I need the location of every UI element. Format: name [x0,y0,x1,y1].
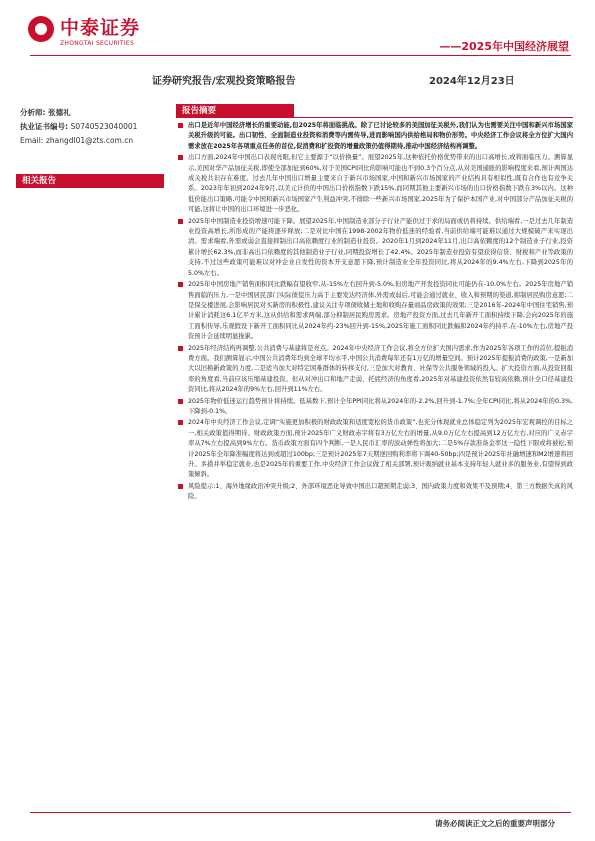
analyst-info [20,106,170,148]
logo-text-cn: 中泰证券 [60,17,141,39]
footer-disclaimer: 请务必阅读正文之后的重要声明部分 [435,819,555,828]
bullet-icon [178,155,183,160]
abstract-body [176,121,573,504]
analyst-email[interactable]: zhangdl01@zts.com.cn [45,136,134,145]
bullet-icon [178,484,183,489]
analyst-name-row [20,106,170,120]
abstract-paragraph: 2025年物价低迷运行趋势预计将持续。低基数下,预计全年PPI同比将从2024年的-2.2%,回升到-1.7%;全年CPI同比,将从2024年的0.3%,下降到-0.1%。 [176,397,573,418]
abstract-paragraph: 出口是近年中国经济增长的重要动能,但2025年将面临挑战。除了已讨论较多的美国加征关税外,我们认为也需要关注中国和新兴市场国家关税升级的可能。出口韧性、全面制造业投资和消费等内需传导,进而影响国内供给格局和物价形势。中央经济工作会议将全方位扩大国内需求放在2025年各项重点任务的首位,促消费和扩投资的增量政策仍值得期待,推动中国经济结构再调整。 [176,121,573,152]
analyst-name-label: 分析师: [20,108,46,117]
report-series-title: ——2025年中国经济展望 [439,40,569,53]
abstract-paragraph: 出口方面,2024年中国出口表现亮眼,但它主要源于“以价换量”。展望2025年,这种依托价格优势带来的出口高增长,或将面临压力。测算显示,美国对华产品加征关税,即使全部加征到60%,对于美国CPI同比的影响可能也不到0.3个百分点,从对美国通胀的影响程度来看,预计两国达成关税共识存在难度。过去几年中国出口增量主要来自于新兴市场国家,中国和新兴市场国家的产业结构具有相似性,既有合作也有竞争关系。2023年年初到2024年9月,以美元计价的中国出口价格指数下跌15%,而同期其他主要新兴市场的出口价格指数下跌在3%以内。这种低价能出口策略,可能令中国和新兴市场国家产生利益冲突,不排除一些新兴市场国家,2025年为了保护本国产业,对中国部分产品加征关税的可能,这将让中国的出口环境进一步恶化。 [176,153,573,215]
report-type: 证券研究报告/宏观投资策略报告 [152,76,296,87]
page-header [0,0,595,60]
bullet-icon [178,282,183,287]
analyst-email-row [20,134,170,148]
header-divider [30,55,571,56]
risk-warning: 风险提示:1、海外地缘政治冲突升级;2、外部环境恶化导致中国出口超预期走弱;3、国内政策力度和效果不及预期;4、第三方数据失真的风险。 [176,482,573,503]
abstract-paragraph: 2024年中央经济工作会议,定调“实施更加积极的财政政策和适度宽松的货币政策”,也充分体现就业总体稳定列为2025年宏观调控的目标之一,相关政策值得期待。财政政策方面,预计2025年广义财政赤字将有3万亿左右的增量,从9.0万亿左右提高到12万亿左右,对应的广义赤字率从7%左右提高到9%左右。货币政策方面有四个判断,一是人民币汇率的波动弹性将加大;二是5%存款准备金率这一隐性下限或将被松,预计2025年全年降准幅度将达到或超过100bp;三是预计2025年7天期逆回购利率将下调40-50bp;四是预计2025年社融增速和M2增速将回升。多措并举稳定就业,也是2025年的重要工作,中央经济工作会议做了相关部署,预计吸纳就业基本支持年轻人就业多的服务业,有望得到政策倾斜。 [176,418,573,480]
bullet-icon [178,346,183,351]
company-logo [28,16,178,56]
bullet-icon [178,399,183,404]
bullet-icon [178,219,183,224]
abstract-divider [176,117,573,118]
analyst-email-label: Email: [20,136,44,145]
logo-mark-icon [28,16,54,42]
bullet-icon [178,123,183,128]
related-reports-heading: 相关报告 [16,174,164,188]
analyst-cert-label: 执业证书编号: [20,122,68,131]
analyst-name: 张德礼 [48,108,71,117]
footer-divider [30,812,571,813]
abstract-paragraph: 2025年中国房地产销售面积同比跌幅有望收窄,从-15%左右回升到-5.0%,但房地产开发投资同比可能仍在-10.0%左右。2025年房地产销售面临的压力,一是中国居民部门实际债偿压力高于主要发达经济体,外需或弱后,可能会通过就业、收入和预期的渠道,抑制居民购房意愿;二是保交楼进展,会影响居民对买新房的积极性,建议关注专项债收储土地和收购存量商品房政策的效果;三是2016年-2024年中国住宅销售,预计累计消耗这6.1亿平方米,这从供给和需求两端,部分抑制居民购房需求。房地产投资方面,过去几年新开工面积持续下降,会向2025年的施工面积传导,乐观假设下新开工面积同比从2024年约-23%回升到-15%,2025年施工面积同比跌幅和2024年约持平,在-10%左右,房地产投资预计会延续明显拖累。 [176,280,573,342]
analyst-cert: S0740523040001 [70,122,138,131]
analyst-cert-row [20,120,170,134]
abstract-heading: 报告摘要 [176,104,294,118]
logo-text-en: ZHONGTAI SECURITIES [60,40,135,47]
bullet-icon [178,420,183,425]
abstract-paragraph: 2025年中国制造业投资增速可能下降。展望2025年,中国制造业部分子行业产能供过于求的局面或仍将持续。供给端看,一是过去几年制造业投资高增长,所形成的产能将逐步释放;二是对比中国在1998-2002年物价低迷的经验看,当前供给端可能难以通过大规模破产来实现出清。需求端看,外需或弱会直接抑制出口高依赖度行业的制造业投资。2020年1月到2024年11月,出口高依赖度的12个制造业子行业,投资累计增长62.3%,而非高出口依赖度的其他制造业子行业,同期投资增长了42.4%。2025年制造业投资有望获得信贷、财税和产业等政策的支持,不过这些政策可能难以对冲企业自发性的资本开支意愿下降,预计制造业全年投资同比,将从2024年的9.4%左右,下降到2025年的5.0%左右。 [176,217,573,279]
report-date: 2024年12月23日 [429,76,515,87]
abstract-paragraph: 2025年经济结构再调整,公共消费与基建将是亮点。2024年中央经济工作会议,将全方位扩大国内需求,作为2025年各项工作的首位,提振消费方面。我们测算显示,中国公共消费年均到全球平均水平,中国公共消费每年还有1万亿的增量空间。预计2025年提振消费的政策,一是新加大以旧换新政策的力度,二是适当加大对特定困难群体的转移支付,三是加大对教育、社保等公共服务领域的投入。扩大投资方面,从投资回报率的角度看,当前应该压缩基建投资。但从对冲出口和地产走弱、托底经济的角度看,2025年对基建投资依然有较高依赖,预计全口径基建投资同比,将从2024年的9%左右,回升到11%左右。 [176,344,573,396]
